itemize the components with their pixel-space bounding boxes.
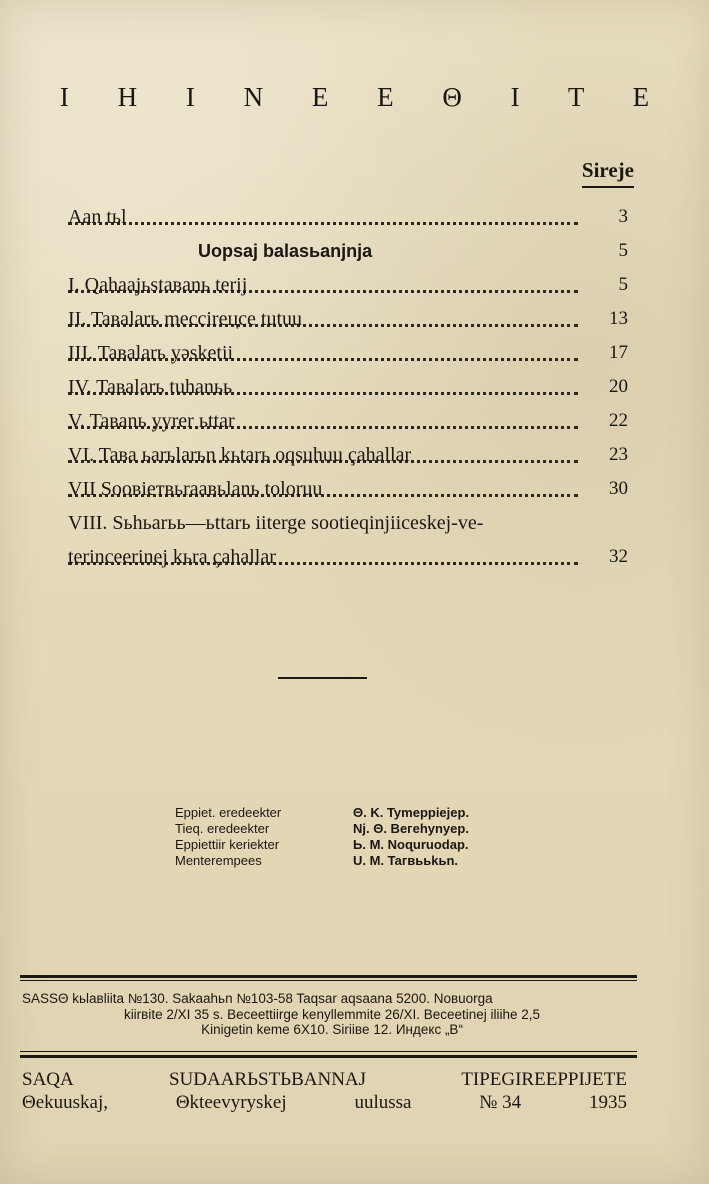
- toc-entry: [68, 234, 628, 268]
- toc-entry-page: 22: [609, 410, 628, 431]
- toc-entry-title: [68, 268, 253, 302]
- toc-entry-page: 32: [609, 546, 628, 567]
- toc-entry-title: [68, 302, 308, 336]
- credit-name: Nj. Θ. Beгehynyep.: [353, 821, 469, 836]
- toc-entry-title-text: VII Sooвieтвьraaвьlanь toloruu: [68, 478, 323, 500]
- imprint-bottom-rule-thin: [20, 1051, 637, 1052]
- credit-role: Eppiet. eredeekter: [175, 805, 282, 820]
- toc-entry-page: 13: [609, 308, 628, 329]
- table-of-contents: [68, 200, 628, 574]
- toc-entry-page: 3: [618, 206, 628, 227]
- toc-entry-page: 23: [609, 444, 628, 465]
- credit-role: Eppiettiir keriekter: [175, 837, 280, 852]
- toc-entry-page: 30: [609, 478, 628, 499]
- imprint-line: Kinigetin keme 6X10. Siriiвe 12. Индекс „B“: [201, 1022, 463, 1037]
- printer-word: Θekuuskaj,: [22, 1092, 109, 1113]
- toc-entry-page: 5: [618, 240, 628, 261]
- toc-entry: [68, 506, 628, 540]
- credit-name: Θ. K. Tymeppiejep.: [353, 805, 470, 820]
- imprint-block: [22, 991, 642, 1038]
- toc-entry-title-text: VIII. Sьhьarьь—ьttarь iiterge sootieqinjiiceskej-ve-: [68, 512, 484, 534]
- toc-entry: [68, 472, 628, 506]
- printer-block: [22, 1068, 627, 1114]
- toc-entry-title-text: I. Qahaajьstaвanь terij: [68, 274, 248, 296]
- credit-row: [175, 837, 595, 853]
- toc-entry-title: [68, 540, 282, 574]
- toc-entry: [68, 302, 628, 336]
- printer-word: TIPEGIREEPPIJETE: [461, 1069, 627, 1090]
- credits-block: [175, 805, 595, 869]
- leader-dots: [68, 222, 578, 225]
- toc-entry-title: [68, 506, 489, 540]
- toc-entry: [68, 370, 628, 404]
- printer-word: 1935: [588, 1092, 627, 1113]
- toc-entry: [68, 438, 628, 472]
- imprint-top-rule-thick: [20, 975, 637, 978]
- toc-entry-page: 20: [609, 376, 628, 397]
- toc-entry-title-text: III. Taвalarь yəsketii: [68, 342, 234, 364]
- toc-entry: [68, 268, 628, 302]
- imprint-bottom-rule-thick: [20, 1055, 637, 1058]
- printer-word: № 34: [479, 1092, 522, 1113]
- toc-entry: [68, 404, 628, 438]
- toc-entry-title: [198, 234, 378, 268]
- toc-entry-title: [68, 336, 239, 370]
- toc-entry-title: [68, 472, 328, 506]
- toc-entry-title-text: Aan tьl: [68, 206, 127, 228]
- toc-entry-title-text: V. Taвanь yyrer ьttar: [68, 410, 235, 432]
- printer-line-1: [22, 1068, 627, 1091]
- toc-entry-title-text: II. Taвalarь meccireцce tutuu: [68, 308, 303, 330]
- toc-entry-title: [68, 200, 133, 234]
- printer-line-2: [22, 1091, 627, 1114]
- toc-entry-title: [68, 404, 241, 438]
- toc-entry: [68, 200, 628, 234]
- toc-entry-title: [68, 438, 417, 472]
- imprint-line: SASSΘ kьlaвliita №130. Sakaahьn №103-58 Taqsar aqsaana 5200. Noвuorga: [22, 991, 493, 1006]
- credit-row: [175, 853, 595, 869]
- page-title: I H I N E E Θ I T E: [59, 82, 671, 112]
- toc-entry-title-text: Uopsaj balasьanjnja: [198, 241, 373, 261]
- toc-entry-title-text: terinceerinej kьra çahallar: [68, 546, 276, 568]
- imprint-line: kiirвite 2/XI 35 s. Beceettiirge kenyllemmite 26/XI. Beceetinej iliihe 2,5: [123, 1006, 541, 1022]
- toc-entry-title: [68, 370, 238, 404]
- toc-entry: [68, 540, 628, 574]
- divider-line: [278, 677, 367, 679]
- toc-entry-page: 5: [618, 274, 628, 295]
- imprint-top-rule-thin: [20, 980, 637, 981]
- printer-word: SAQA: [22, 1069, 74, 1090]
- toc-entry-title-text: IV. Taвalarь tuhanьь: [68, 376, 233, 398]
- credit-row: [175, 805, 595, 821]
- printer-word: SUDAARЬSTЬBANNAJ: [168, 1069, 367, 1090]
- credit-name: Ь. M. Noɋuruodap.: [353, 837, 469, 852]
- page-column-header: Sireje: [582, 158, 634, 188]
- credit-row: [175, 821, 595, 837]
- credit-role: Tieq. eredeekter: [175, 821, 270, 836]
- toc-entry-page: 17: [609, 342, 628, 363]
- toc-entry: [68, 336, 628, 370]
- printer-word: Θkteevyryskej: [175, 1092, 287, 1113]
- printer-word: uulussa: [354, 1092, 412, 1113]
- credit-role: Menterempees: [175, 853, 262, 868]
- credit-name: U. M. Taгвььkьn.: [353, 853, 459, 868]
- toc-entry-title-text: VI. Taвa ьarьlarьn kьtarь oqsuhuu çahallar: [68, 444, 412, 466]
